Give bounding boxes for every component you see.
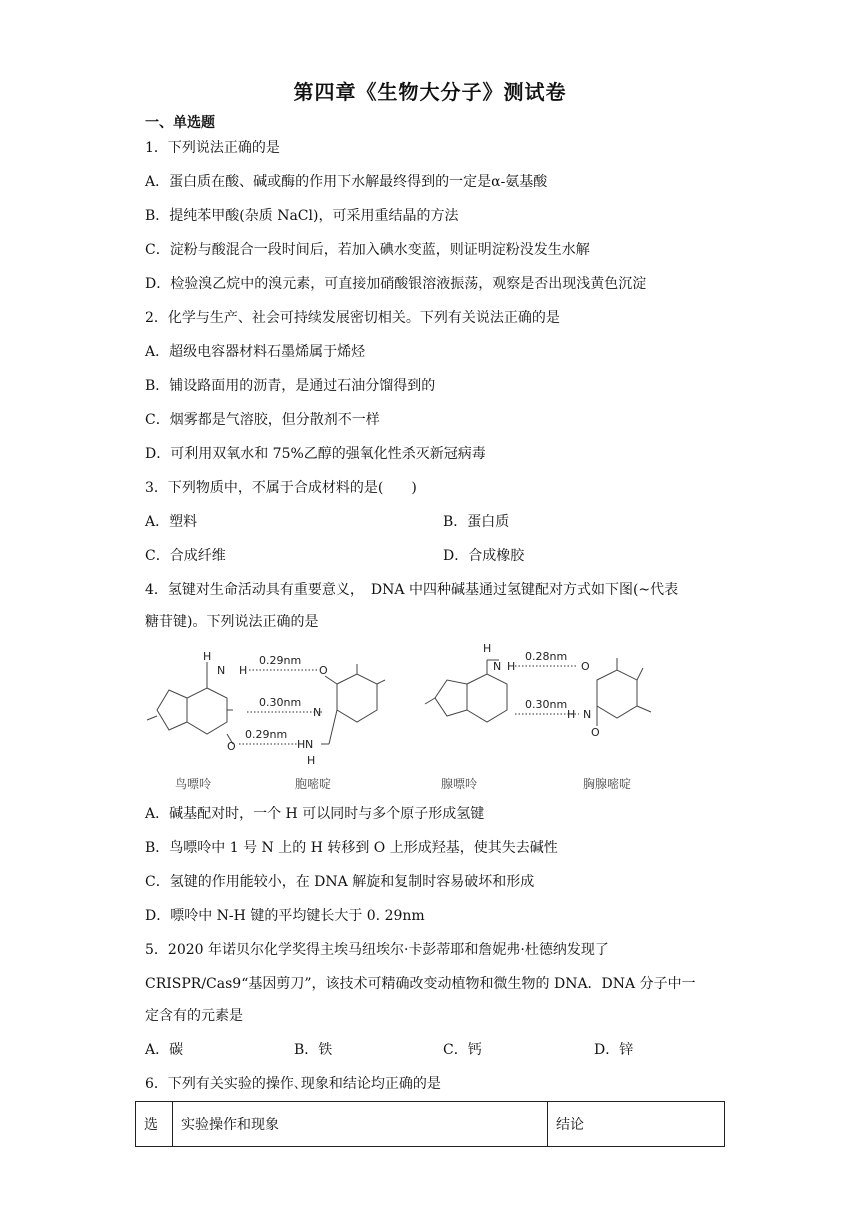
atom-o-t: O bbox=[581, 660, 590, 673]
table-header-cell: 结论 bbox=[548, 1102, 725, 1147]
q5-stem-line1: 5．2020 年诺贝尔化学奖得主埃马纽埃尔·卡彭蒂耶和詹妮弗·杜德纳发现了 bbox=[145, 942, 609, 958]
adenine-imidazole bbox=[435, 680, 467, 716]
atom-n-g: N bbox=[217, 664, 226, 677]
atom-h-c2: H bbox=[307, 754, 316, 767]
q4-stem-line1: 4．氢键对生命活动具有重要意义， DNA 中四种碱基通过氢键配对方式如下图(~代表 bbox=[145, 582, 679, 598]
guanine-ring bbox=[187, 688, 227, 734]
thymine-ring bbox=[597, 670, 637, 718]
gc-top-distance: 0.29nm bbox=[259, 654, 302, 667]
q4-option-d: D．嘌呤中 N-H 键的平均键长大于 0. 29nm bbox=[145, 908, 425, 924]
at-mid-distance: 0.30nm bbox=[525, 698, 568, 711]
q3-option-d: D．合成橡胶 bbox=[443, 548, 525, 564]
table-row bbox=[136, 1102, 725, 1147]
atom-o-t2: O bbox=[591, 726, 600, 739]
atom-n-a: N bbox=[493, 660, 502, 673]
atom-h-a: H bbox=[483, 642, 492, 655]
q5-option-b: B．铁 bbox=[294, 1042, 333, 1058]
q5-stem-line2: CRISPR/Cas9“基因剪刀”，该技术可精确改变动植物和微生物的 DNA．DNA 分子中一 bbox=[145, 976, 696, 992]
q4-option-b: B．鸟嘌呤中 1 号 N 上的 H 转移到 O 上形成羟基，使其失去碱性 bbox=[145, 840, 558, 856]
q2-option-b: B．铺设路面用的沥青，是通过石油分馏得到的 bbox=[145, 378, 436, 394]
base-pairing-figure bbox=[145, 640, 665, 800]
gc-mid-distance: 0.30nm bbox=[259, 696, 302, 709]
section-heading: 一、单选题 bbox=[145, 115, 215, 131]
q3-option-c: C．合成纤维 bbox=[145, 548, 226, 564]
q6-table bbox=[135, 1101, 725, 1147]
table-header-cell: 选 bbox=[136, 1102, 173, 1147]
q5-stem-line3: 定含有的元素是 bbox=[145, 1008, 243, 1024]
q5-option-d: D．锌 bbox=[594, 1042, 634, 1058]
q1-stem: 1．下列说法正确的是 bbox=[145, 140, 280, 156]
q1-option-b: B．提纯苯甲酸(杂质 NaCl)，可采用重结晶的方法 bbox=[145, 208, 459, 224]
table-header-cell: 实验操作和现象 bbox=[173, 1102, 548, 1147]
q4-option-c: C．氢键的作用能较小，在 DNA 解旋和复制时容易破坏和形成 bbox=[145, 874, 535, 890]
q3-option-a: A．塑料 bbox=[145, 514, 198, 530]
adenine-ring bbox=[467, 674, 507, 722]
cytosine-ring bbox=[337, 674, 377, 722]
label-adenine: 腺嘌呤 bbox=[441, 777, 478, 791]
atom-o-g: O bbox=[227, 740, 236, 753]
label-thymine: 胸腺嘧啶 bbox=[583, 777, 632, 791]
atom-h-g2: H bbox=[239, 664, 248, 677]
q2-option-d: D．可利用双氧水和 75%乙醇的强氧化性杀灭新冠病毒 bbox=[145, 446, 486, 462]
atom-n-c: N bbox=[313, 706, 322, 719]
label-guanine: 鸟嘌呤 bbox=[175, 777, 212, 791]
q4-option-a: A．碱基配对时，一个 H 可以同时与多个原子形成氢键 bbox=[145, 806, 485, 822]
q3-option-b: B．蛋白质 bbox=[443, 514, 510, 530]
q1-option-c: C．淀粉与酸混合一段时间后，若加入碘水变蓝，则证明淀粉没发生水解 bbox=[145, 242, 590, 258]
page-title: 第四章《生物大分子》测试卷 bbox=[293, 80, 567, 104]
gc-bot-distance: 0.29nm bbox=[245, 728, 288, 741]
atom-o-c: O bbox=[319, 664, 328, 677]
q1-option-a: A．蛋白质在酸、碱或酶的作用下水解最终得到的一定是α-氨基酸 bbox=[145, 174, 548, 190]
q4-stem-line2: 糖苷键)。下列说法正确的是 bbox=[145, 614, 319, 630]
atom-h-a2: H bbox=[507, 660, 516, 673]
q2-option-a: A．超级电容器材料石墨烯属于烯烃 bbox=[145, 344, 366, 360]
q1-option-d: D．检验溴乙烷中的溴元素，可直接加硝酸银溶液振荡，观察是否出现浅黄色沉淀 bbox=[145, 276, 647, 292]
q5-option-c: C．钙 bbox=[443, 1042, 482, 1058]
atom-n-t: N bbox=[583, 708, 592, 721]
atom-h-t: H bbox=[567, 708, 576, 721]
q6-stem: 6．下列有关实验的操作､现象和结论均正确的是 bbox=[145, 1076, 441, 1092]
atom-n-c2: N bbox=[305, 738, 314, 751]
q5-option-a: A．碳 bbox=[145, 1042, 184, 1058]
label-cytosine: 胞嘧啶 bbox=[295, 777, 332, 791]
q2-stem: 2．化学与生产、社会可持续发展密切相关。下列有关说法正确的是 bbox=[145, 310, 560, 326]
atom-h-g: H bbox=[203, 650, 212, 663]
atom-h-c: H bbox=[297, 738, 306, 751]
q3-stem: 3．下列物质中，不属于合成材料的是( ) bbox=[145, 480, 417, 496]
at-top-distance: 0.28nm bbox=[525, 650, 568, 663]
guanine-imidazole bbox=[157, 690, 187, 730]
q2-option-c: C．烟雾都是气溶胶，但分散剂不一样 bbox=[145, 412, 380, 428]
